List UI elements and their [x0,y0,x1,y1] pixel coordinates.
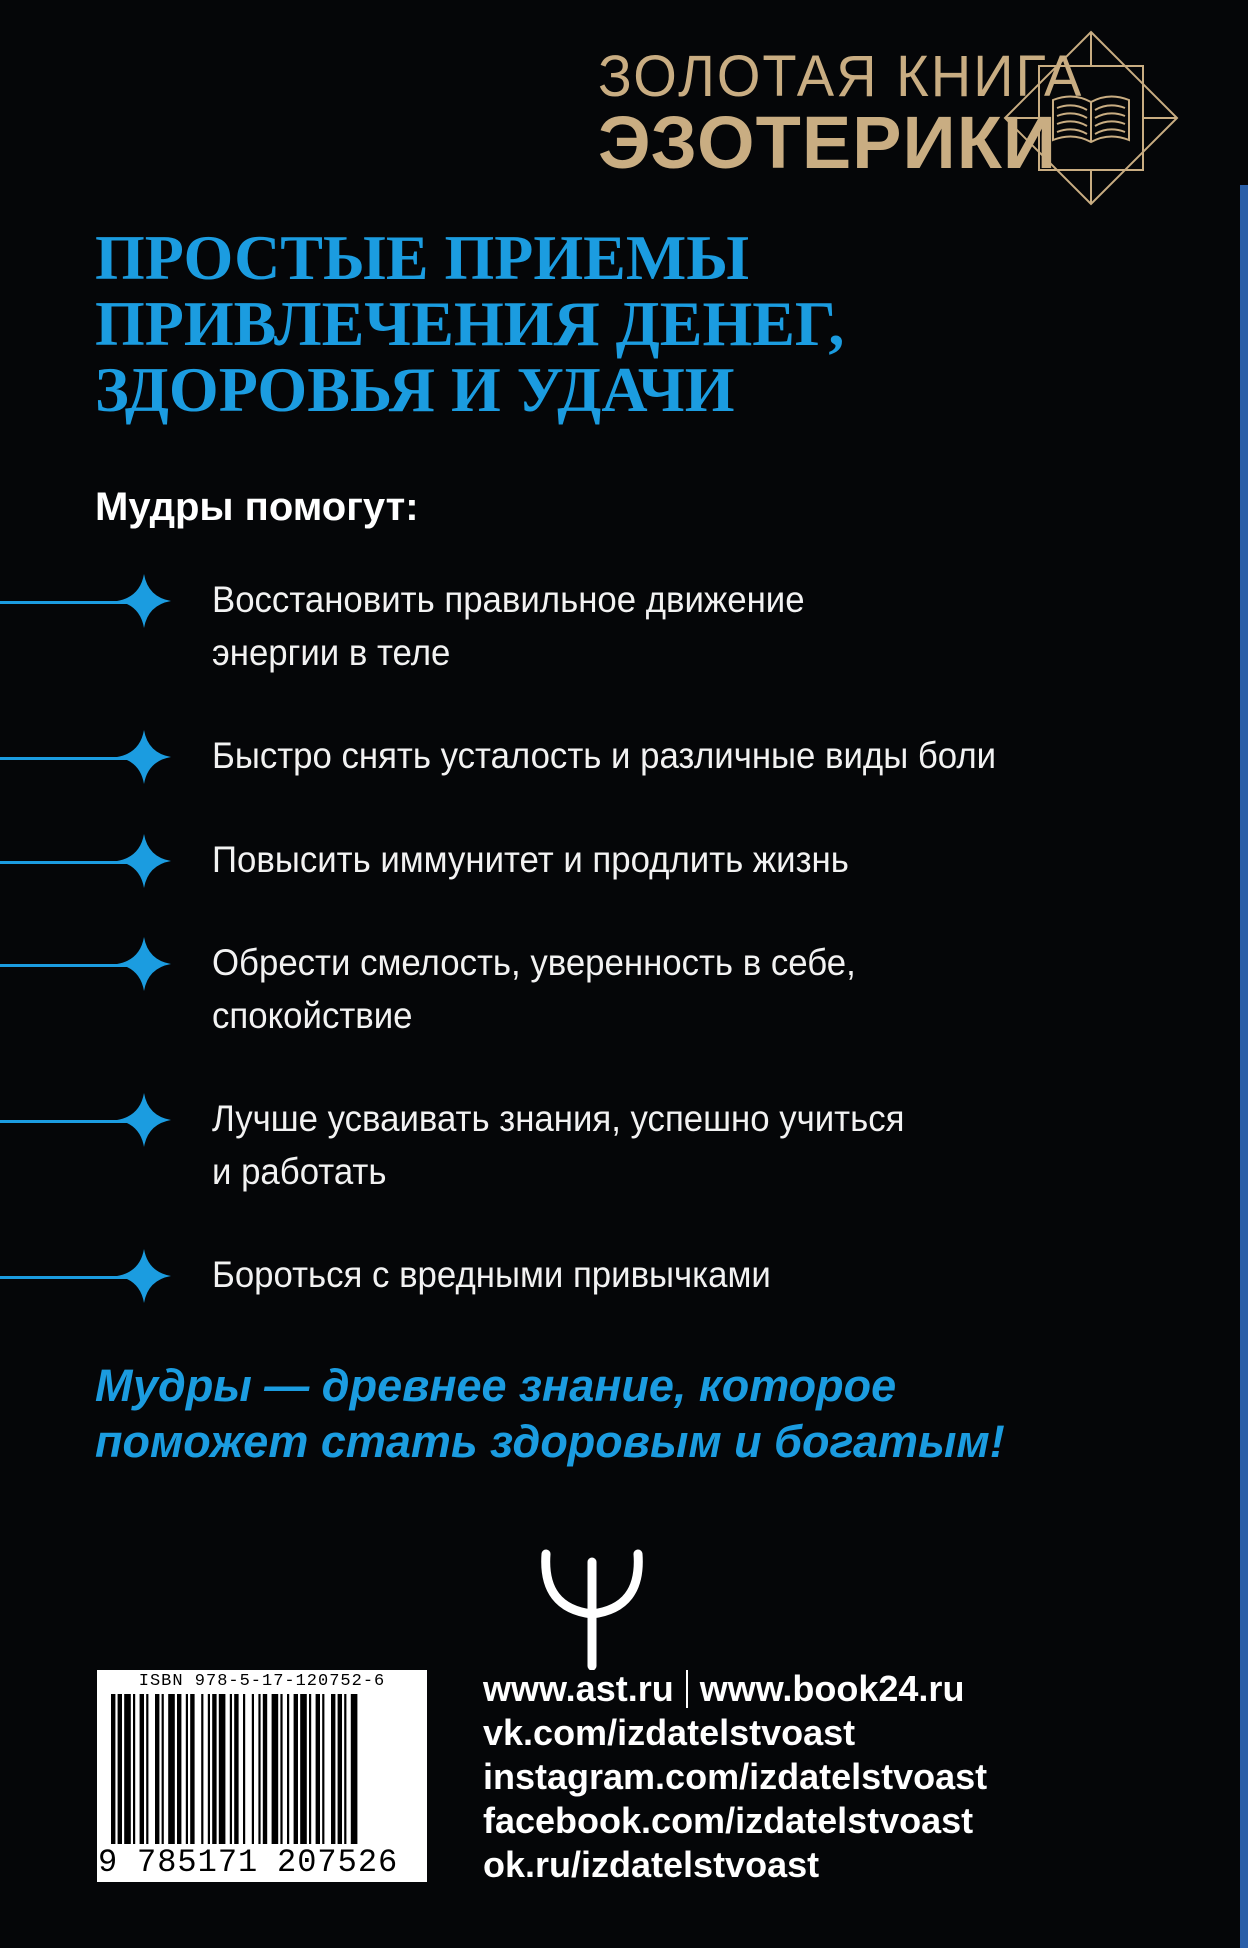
benefit-line: Повысить иммунитет и продлить жизнь [212,839,849,880]
isbn-label: ISBN 978-5-17-120752-6 [138,1672,386,1691]
barcode-bar [344,1694,346,1844]
barcode-bar [208,1694,210,1844]
barcode-bar [351,1694,358,1844]
psi-icon [540,1548,644,1670]
ean-first-digit: 9 [98,1844,119,1881]
barcode-bar [316,1694,320,1844]
benefit-line: Бороться с вредными привычками [212,1254,771,1295]
barcode-bar [186,1694,188,1844]
series-title-line2: ЭЗОТЕРИКИ [598,101,1058,184]
barcode-bar [230,1694,232,1844]
barcode-bar [280,1694,282,1844]
barcode-bar [177,1694,181,1844]
edge-stripe [1240,185,1248,1948]
barcode-bar [212,1694,216,1844]
diamond-bullet-icon [117,937,171,991]
barcode-bar [146,1694,148,1844]
benefit-text [212,729,1058,782]
heading-line: ПРИВЛЕЧЕНИЯ ДЕНЕГ, [95,288,845,359]
benefit-line: Обрести смелость, уверенность в себе, [212,942,856,983]
barcode-bar [338,1694,342,1844]
barcode-bar [168,1694,175,1844]
benefit-line: и работать [212,1151,387,1192]
barcode [97,1670,427,1882]
barcode-bar [258,1694,260,1844]
barcode-bar [190,1694,194,1844]
diamond-bullet-icon [117,1093,171,1147]
barcode-bar [309,1694,311,1844]
series-title-line1: ЗОЛОТАЯ КНИГА [598,42,1084,109]
barcode-bar [219,1694,226,1844]
benefit-text [212,833,1058,886]
publisher-links [483,1667,987,1887]
barcode-bar [294,1694,298,1844]
diamond-bullet-icon [117,574,171,628]
links-row-sites [483,1667,987,1711]
benefit-line: Восстановить правильное движение [212,579,805,620]
link-separator [686,1670,688,1708]
tagline-line: поможет стать здоровым и богатым! [95,1416,1005,1467]
barcode-bar [263,1694,267,1844]
ean-group-right: 207526 [277,1844,399,1881]
barcode-bar [162,1694,164,1844]
diamond-bullet-icon [117,730,171,784]
diamond-bullet-icon [117,834,171,888]
barcode-bar [155,1694,159,1844]
link-ast[interactable]: www.ast.ru [483,1668,674,1709]
tagline-line: Мудры — древнее знание, которое [95,1360,897,1411]
barcode-bar [287,1694,289,1844]
main-heading [95,222,1195,425]
diamond-bullet-icon [117,1249,171,1303]
barcode-bar [252,1694,254,1844]
barcode-bar [322,1694,324,1844]
barcode-bar [243,1694,245,1844]
tagline [95,1358,1195,1470]
open-book-icon [1003,30,1179,206]
heading-line: ПРОСТЫЕ ПРИЕМЫ [95,222,750,293]
series-title [598,42,1084,184]
bullet-rule [0,1276,130,1279]
barcode-bar [201,1694,203,1844]
benefit-text [212,1248,1058,1301]
barcode-bars [111,1694,417,1844]
link-instagram[interactable]: instagram.com/izdatelstvoast [483,1756,988,1797]
link-book24[interactable]: www.book24.ru [699,1668,965,1709]
benefit-line: Лучше усваивать знания, успешно учиться [212,1098,905,1139]
benefit-line: спокойствие [212,995,413,1036]
barcode-bar [331,1694,335,1844]
link-ok[interactable]: ok.ru/izdatelstvoast [483,1844,820,1885]
benefit-line: энергии в теле [212,632,451,673]
barcode-bar [234,1694,238,1844]
bullet-rule [0,757,130,760]
bullet-rule [0,861,130,864]
barcode-bar [140,1694,144,1844]
bullet-rule [0,964,130,967]
barcode-bar [111,1694,115,1844]
barcode-bar [133,1694,135,1844]
ean-group-left: 785171 [137,1844,259,1881]
benefit-text [212,1092,1058,1198]
bullet-rule [0,601,130,604]
link-vk[interactable]: vk.com/izdatelstvoast [483,1712,856,1753]
bullet-rule [0,1120,130,1123]
heading-line: ЗДОРОВЬЯ И УДАЧИ [95,354,735,425]
link-facebook[interactable]: facebook.com/izdatelstvoast [483,1800,974,1841]
barcode-bar [300,1694,307,1844]
barcode-bar [272,1694,279,1844]
barcode-bar [118,1694,122,1844]
benefit-text [212,573,1058,679]
benefit-text [212,936,1058,1042]
barcode-bar [124,1694,131,1844]
benefit-line: Быстро снять усталость и различные виды боли [212,735,997,776]
list-intro: Мудры помогут: [95,485,419,529]
